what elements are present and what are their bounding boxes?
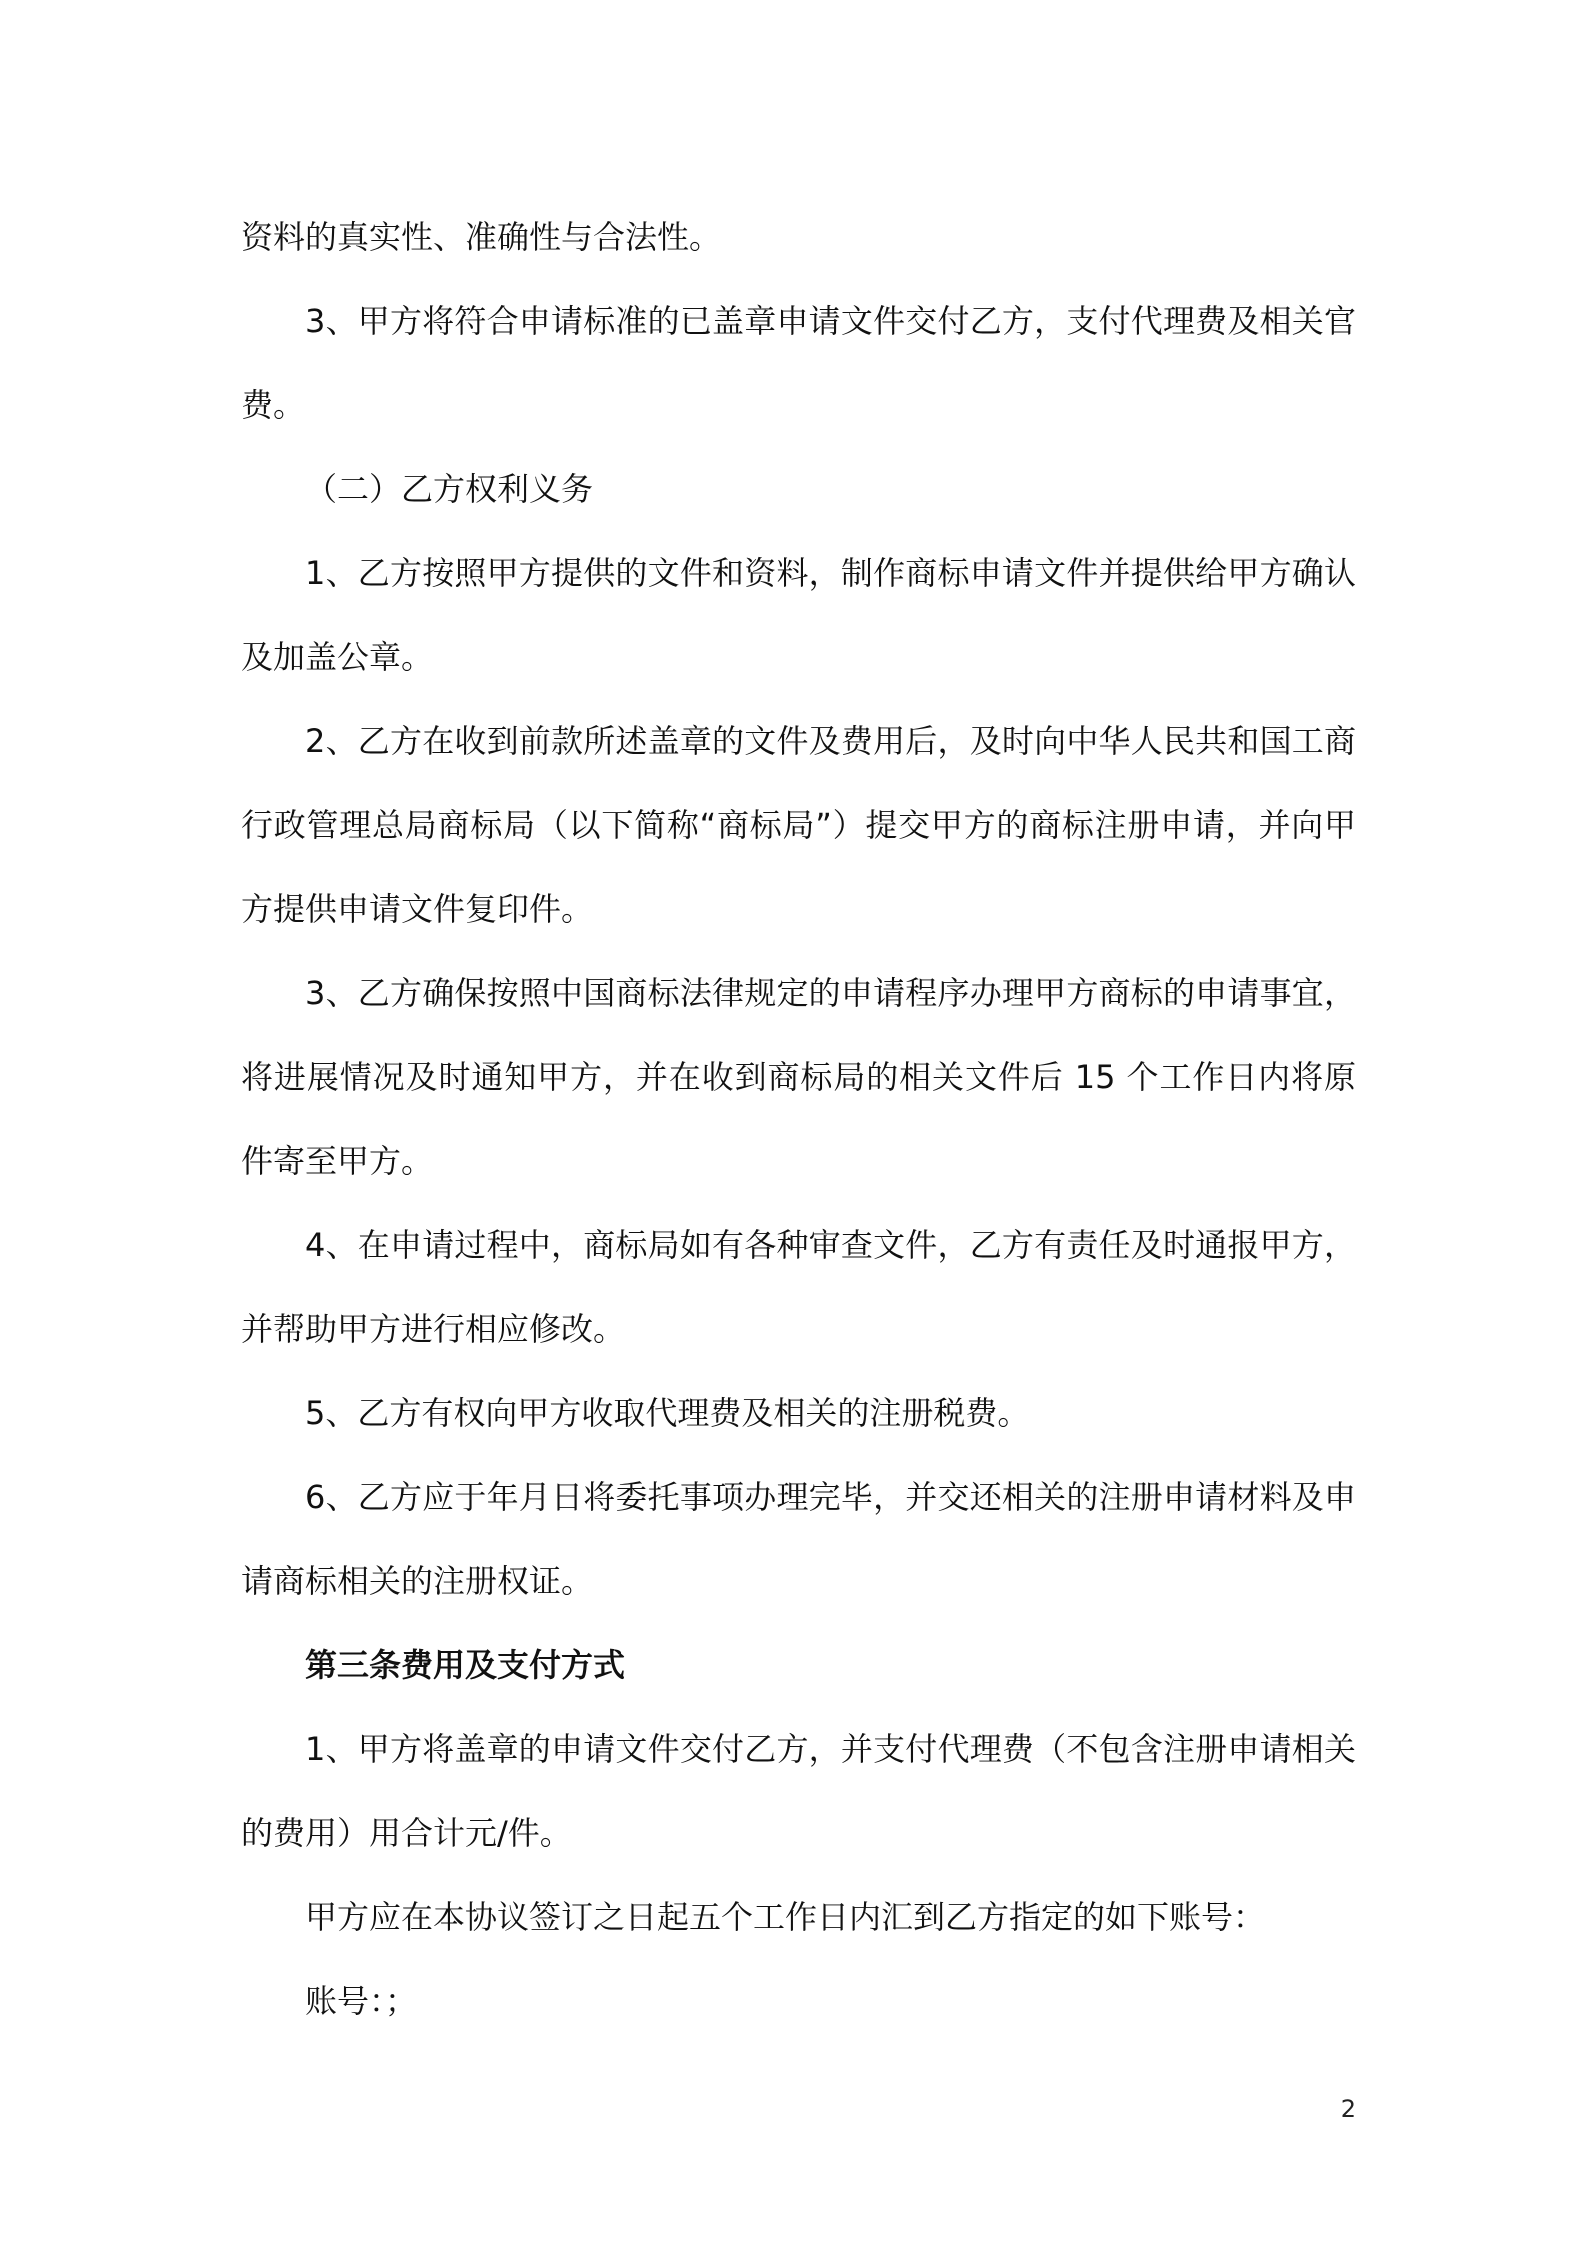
paragraph-clause-b2: 2、乙方在收到前款所述盖章的文件及费用后，及时向中华人民共和国工商行政管理总局商标局（以下简称“商标局”）提交甲方的商标注册申请，并向甲方提供申请文件复印件。	[241, 722, 1356, 928]
paragraph-continuation: 资料的真实性、准确性与合法性。	[241, 218, 722, 256]
paragraph-clause-b6: 6、乙方应于年月日将委托事项办理完毕，并交还相关的注册申请材料及申请商标相关的注册权证。	[241, 1478, 1356, 1600]
paragraph-clause-b1: 1、乙方按照甲方提供的文件和资料，制作商标申请文件并提供给甲方确认及加盖公章。	[241, 554, 1356, 676]
paragraph-fee-clause-1: 1、甲方将盖章的申请文件交付乙方，并支付代理费（不包含注册申请相关的费用）用合计元/件。	[241, 1730, 1356, 1852]
article-heading-fees: 第三条费用及支付方式	[305, 1646, 626, 1684]
paragraph-clause-b5: 5、乙方有权向甲方收取代理费及相关的注册税费。	[305, 1394, 1030, 1432]
paragraph-payment-deadline: 甲方应在本协议签订之日起五个工作日内汇到乙方指定的如下账号：	[305, 1898, 1266, 1936]
paragraph-clause-b3: 3、乙方确保按照中国商标法律规定的申请程序办理甲方商标的申请事宜，将进展情况及时通知甲方，并在收到商标局的相关文件后 15 个工作日内将原件寄至甲方。	[241, 974, 1356, 1180]
document-body	[241, 195, 1356, 2043]
paragraph-clause-a3: 3、甲方将符合申请标准的已盖章申请文件交付乙方，支付代理费及相关官费。	[241, 302, 1356, 424]
paragraph-account-number: 账号：；	[305, 1982, 418, 2020]
paragraph-clause-b4: 4、在申请过程中，商标局如有各种审查文件，乙方有责任及时通报甲方，并帮助甲方进行相应修改。	[241, 1226, 1356, 1348]
section-heading-party-b: （二）乙方权利义务	[305, 470, 594, 508]
page-number: 2	[1340, 2095, 1356, 2123]
